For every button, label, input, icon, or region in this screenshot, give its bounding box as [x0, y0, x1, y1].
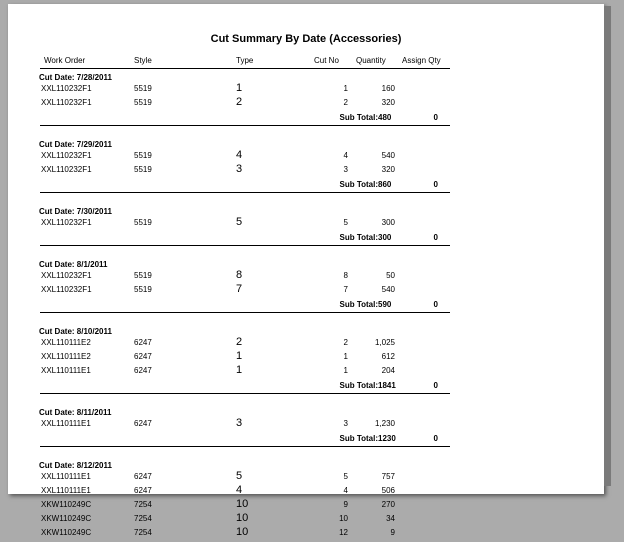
- style-cell: 6247: [134, 352, 152, 361]
- type-cell: 10: [236, 498, 249, 510]
- header-divider: [40, 68, 450, 69]
- table-row: [8, 98, 604, 112]
- subtotal-divider: [40, 245, 450, 246]
- quantity-cell: 9: [390, 528, 395, 537]
- header-cut-no: Cut No: [314, 56, 339, 65]
- table-row: [8, 338, 604, 352]
- subtotal-divider: [40, 192, 450, 193]
- cut-date-heading: Cut Date: 8/1/2011: [39, 260, 108, 269]
- type-cell: 2: [236, 336, 243, 348]
- table-row: [8, 419, 604, 433]
- subtotal-value: 300: [378, 233, 392, 242]
- report-title: Cut Summary By Date (Accessories): [210, 33, 402, 45]
- quantity-cell: 757: [381, 472, 395, 481]
- table-row: [8, 165, 604, 179]
- style-cell: 5519: [134, 218, 152, 227]
- work-order-cell: XXL110232F1: [41, 285, 92, 294]
- work-order-cell: XXL110232F1: [41, 218, 92, 227]
- subtotal-value: 1841: [378, 381, 396, 390]
- table-row: [8, 528, 604, 542]
- work-order-cell: XXL110232F1: [41, 98, 92, 107]
- header-quantity: Quantity: [356, 56, 386, 65]
- work-order-cell: XXL110232F1: [41, 84, 92, 93]
- type-cell: 2: [236, 96, 243, 108]
- cut-no-cell: 4: [343, 151, 348, 160]
- cut-no-cell: 9: [343, 500, 348, 509]
- subtotal-value: 1230: [378, 434, 396, 443]
- type-cell: 3: [236, 417, 243, 429]
- page-shadow: [604, 6, 611, 486]
- work-order-cell: XXL110111E2: [41, 338, 91, 347]
- work-order-cell: XXL110111E2: [41, 352, 91, 361]
- type-cell: 5: [236, 216, 243, 228]
- style-cell: 5519: [134, 165, 152, 174]
- subtotal-value: 590: [378, 300, 392, 309]
- type-cell: 4: [236, 149, 243, 161]
- header-work-order: Work Order: [44, 56, 86, 65]
- cut-date-heading: Cut Date: 7/29/2011: [39, 140, 112, 149]
- work-order-cell: XXL110111E1: [41, 472, 91, 481]
- work-order-cell: XXL110111E1: [41, 486, 91, 495]
- cut-date-heading: Cut Date: 8/11/2011: [39, 408, 112, 417]
- table-row: [8, 218, 604, 232]
- cut-no-cell: 10: [339, 514, 348, 523]
- table-row: [8, 151, 604, 165]
- quantity-cell: 160: [381, 84, 395, 93]
- header-type: Type: [236, 56, 254, 65]
- table-row: [8, 486, 604, 500]
- report-page: [8, 4, 604, 538]
- quantity-cell: 50: [386, 271, 395, 280]
- work-order-cell: XXL110232F1: [41, 271, 92, 280]
- style-cell: 5519: [134, 151, 152, 160]
- subtotal-label: Sub Total:: [339, 180, 378, 189]
- quantity-cell: 612: [381, 352, 395, 361]
- quantity-cell: 540: [381, 285, 395, 294]
- quantity-cell: 540: [381, 151, 395, 160]
- style-cell: 7254: [134, 514, 152, 523]
- type-cell: 7: [236, 283, 243, 295]
- subtotal-label: Sub Total:: [339, 434, 378, 443]
- subtotal-divider: [40, 393, 450, 394]
- cut-date-heading: Cut Date: 7/30/2011: [39, 207, 112, 216]
- type-cell: 3: [236, 163, 243, 175]
- cut-no-cell: 5: [343, 218, 348, 227]
- work-order-cell: XXL110232F1: [41, 165, 92, 174]
- quantity-cell: 204: [381, 366, 395, 375]
- quantity-cell: 1,025: [374, 338, 395, 347]
- work-order-cell: XXL110232F1: [41, 151, 92, 160]
- table-row: [8, 500, 604, 514]
- quantity-cell: 300: [381, 218, 395, 227]
- subtotal-divider: [40, 312, 450, 313]
- assign-qty-total: 0: [433, 180, 438, 189]
- cut-no-cell: 5: [343, 472, 348, 481]
- table-row: [8, 472, 604, 486]
- type-cell: 10: [236, 526, 249, 538]
- quantity-cell: 320: [381, 165, 395, 174]
- subtotal-label: Sub Total:: [339, 300, 378, 309]
- cut-date-heading: Cut Date: 8/10/2011: [39, 327, 112, 336]
- table-row: [8, 84, 604, 98]
- quantity-cell: 270: [381, 500, 395, 509]
- quantity-cell: 506: [381, 486, 395, 495]
- table-row: [8, 514, 604, 528]
- table-row: [8, 366, 604, 380]
- subtotal-value: 480: [378, 113, 392, 122]
- type-cell: 10: [236, 512, 249, 524]
- assign-qty-total: 0: [433, 381, 438, 390]
- subtotal-divider: [40, 446, 450, 447]
- assign-qty-total: 0: [433, 300, 438, 309]
- quantity-cell: 320: [381, 98, 395, 107]
- style-cell: 7254: [134, 500, 152, 509]
- type-cell: 1: [236, 82, 243, 94]
- cut-date-heading: Cut Date: 7/28/2011: [39, 73, 112, 82]
- subtotal-label: Sub Total:: [339, 233, 378, 242]
- type-cell: 5: [236, 470, 243, 482]
- assign-qty-total: 0: [433, 233, 438, 242]
- subtotal-divider: [40, 125, 450, 126]
- cut-no-cell: 2: [343, 338, 348, 347]
- cut-no-cell: 8: [343, 271, 348, 280]
- style-cell: 6247: [134, 472, 152, 481]
- cut-no-cell: 1: [343, 352, 348, 361]
- style-cell: 5519: [134, 285, 152, 294]
- cut-no-cell: 2: [343, 98, 348, 107]
- table-row: [8, 352, 604, 366]
- type-cell: 1: [236, 364, 243, 376]
- assign-qty-total: 0: [433, 113, 438, 122]
- work-order-cell: XXL110111E1: [41, 366, 91, 375]
- cut-no-cell: 1: [343, 84, 348, 93]
- work-order-cell: XKW110249C: [41, 528, 92, 537]
- cut-date-heading: Cut Date: 8/12/2011: [39, 461, 112, 470]
- header-assign-qty: Assign Qty: [402, 56, 441, 65]
- quantity-cell: 1,230: [374, 419, 395, 428]
- work-order-cell: XKW110249C: [41, 514, 92, 523]
- assign-qty-total: 0: [433, 434, 438, 443]
- cut-no-cell: 3: [343, 165, 348, 174]
- cut-no-cell: 7: [343, 285, 348, 294]
- subtotal-label: Sub Total:: [339, 113, 378, 122]
- table-row: [8, 271, 604, 285]
- subtotal-label: Sub Total:: [339, 381, 378, 390]
- style-cell: 5519: [134, 271, 152, 280]
- style-cell: 7254: [134, 528, 152, 537]
- type-cell: 4: [236, 484, 243, 496]
- cut-no-cell: 1: [343, 366, 348, 375]
- cut-no-cell: 4: [343, 486, 348, 495]
- style-cell: 6247: [134, 366, 152, 375]
- header-style: Style: [134, 56, 152, 65]
- style-cell: 5519: [134, 84, 152, 93]
- type-cell: 1: [236, 350, 243, 362]
- cut-no-cell: 12: [339, 528, 348, 537]
- quantity-cell: 34: [386, 514, 395, 523]
- style-cell: 5519: [134, 98, 152, 107]
- style-cell: 6247: [134, 486, 152, 495]
- work-order-cell: XXL110111E1: [41, 419, 91, 428]
- style-cell: 6247: [134, 338, 152, 347]
- subtotal-value: 860: [378, 180, 392, 189]
- work-order-cell: XKW110249C: [41, 500, 92, 509]
- type-cell: 8: [236, 269, 243, 281]
- table-row: [8, 285, 604, 299]
- cut-no-cell: 3: [343, 419, 348, 428]
- style-cell: 6247: [134, 419, 152, 428]
